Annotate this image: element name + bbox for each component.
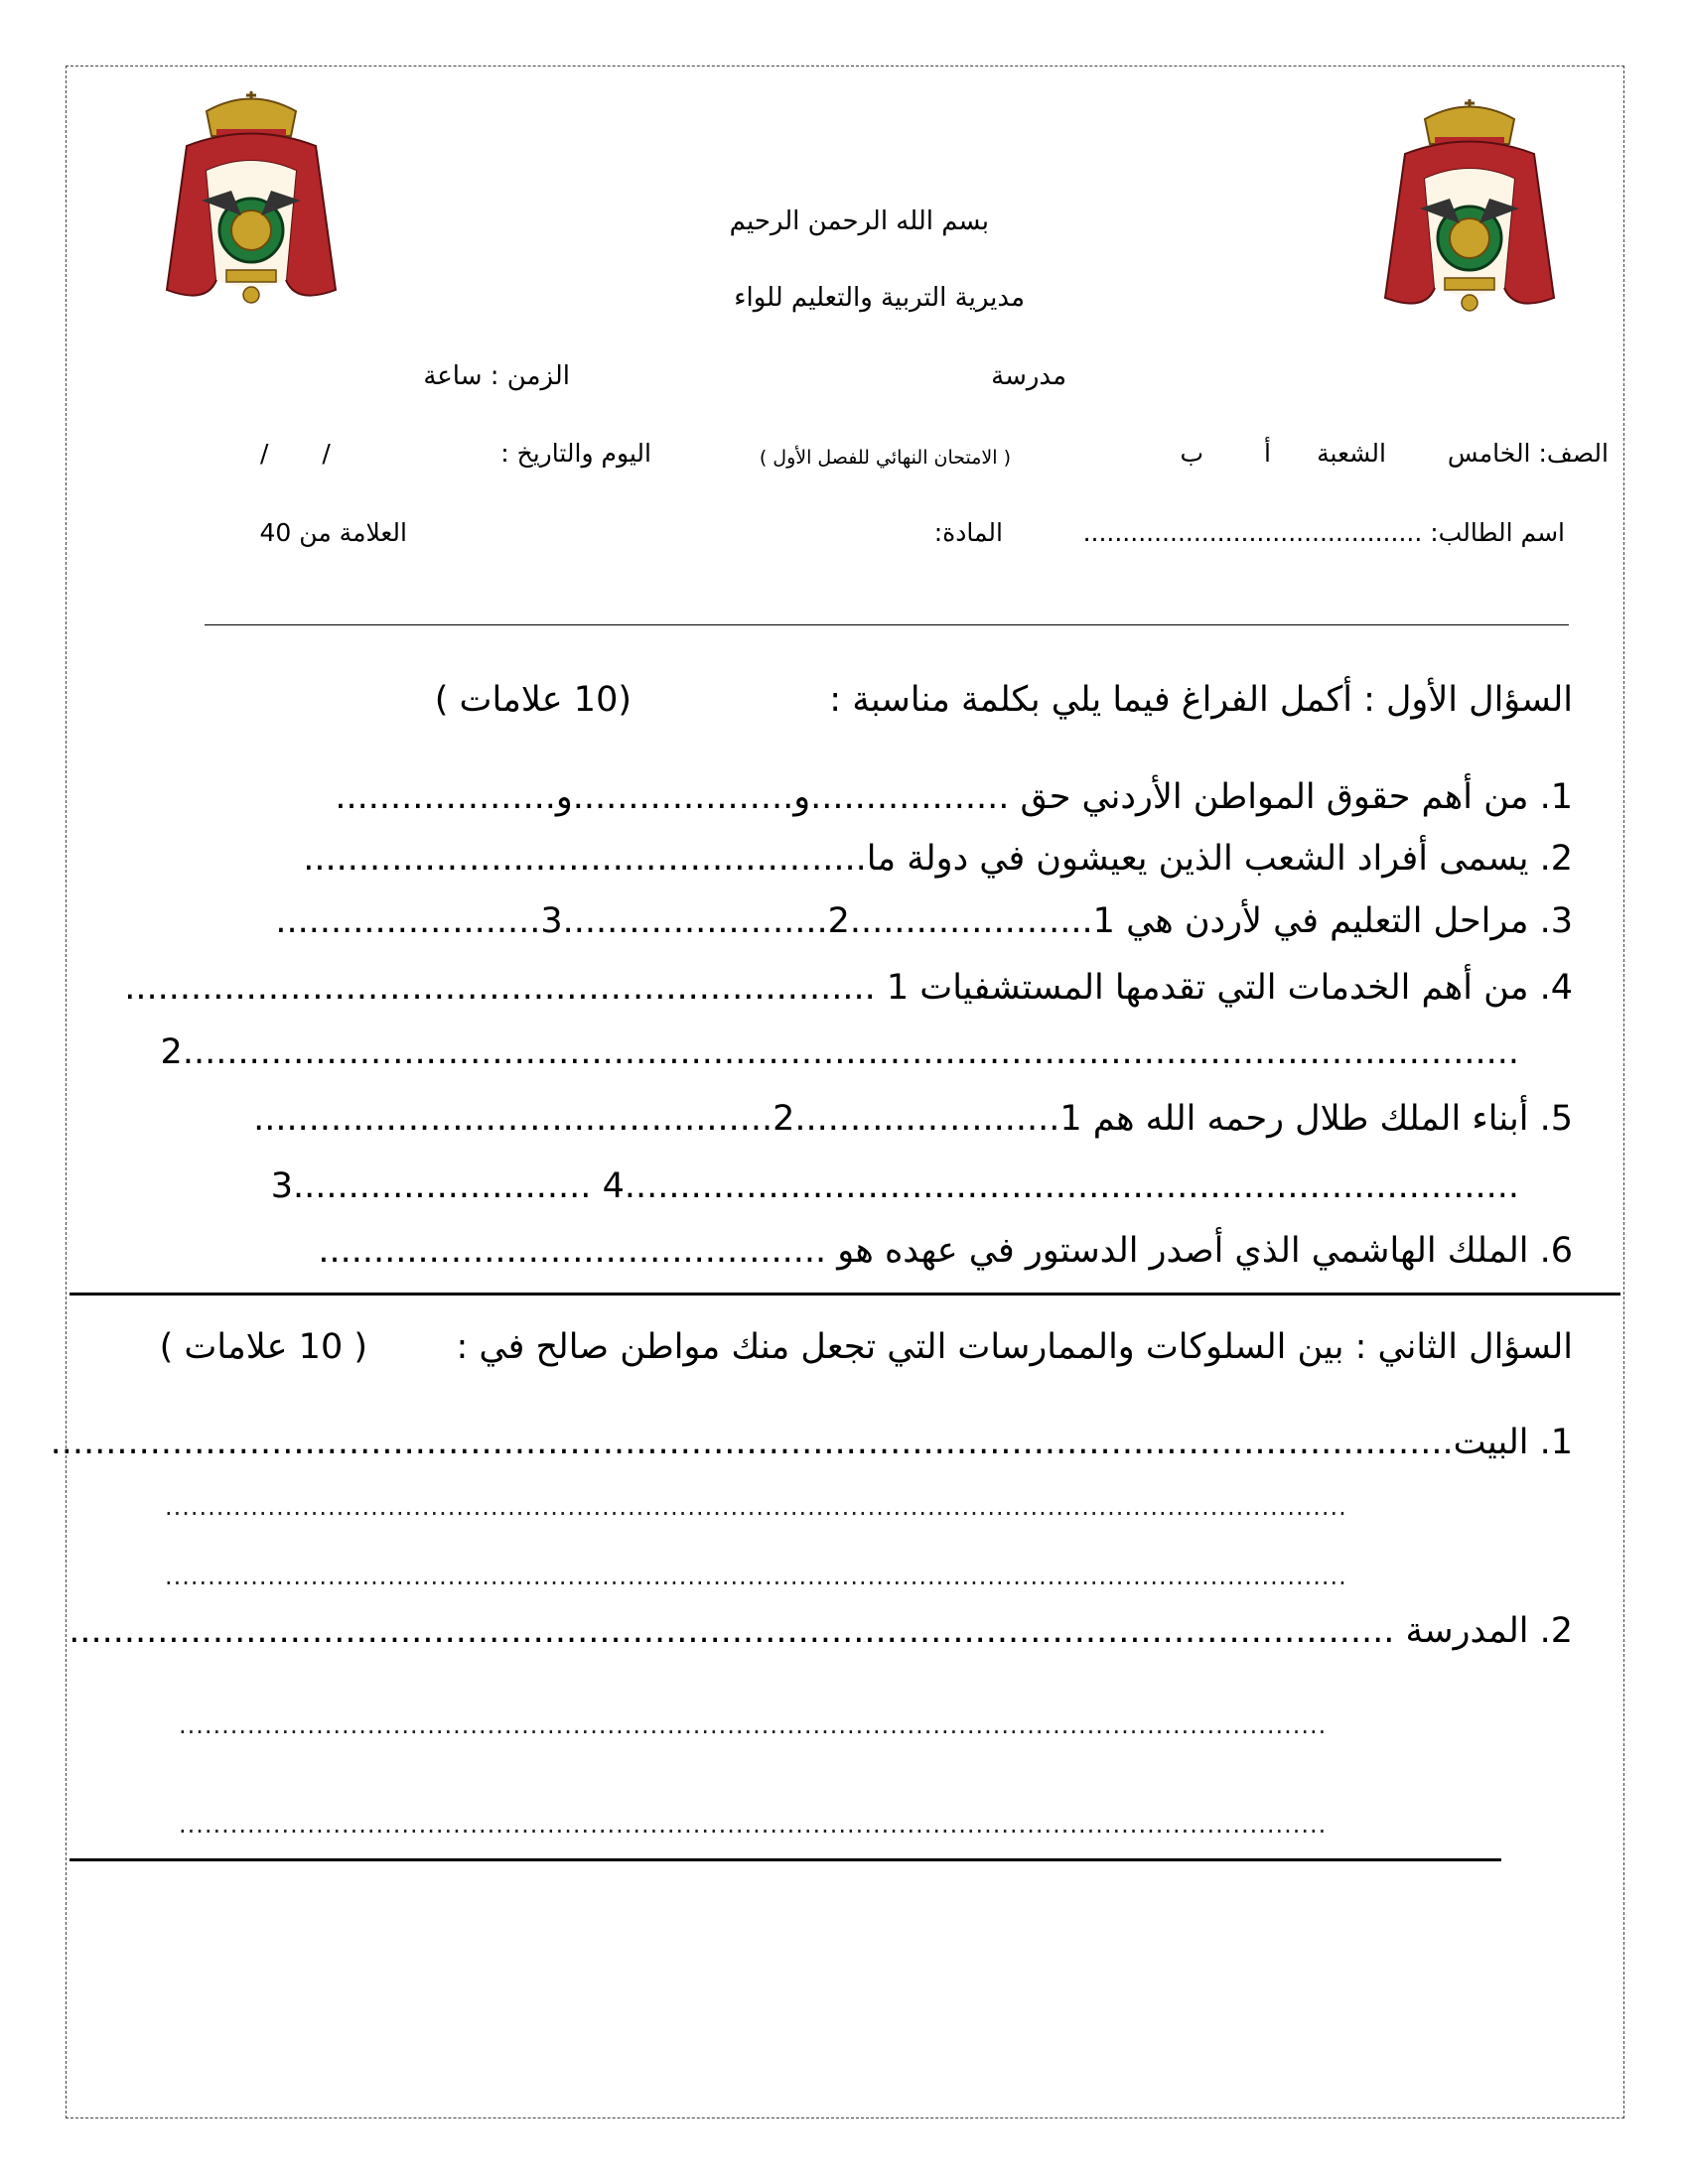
jordan-emblem-right-icon — [1365, 99, 1574, 328]
student-name-field[interactable]: اسم الطالب: ........................................... — [1082, 518, 1565, 547]
q2-home-answer-line-1[interactable]: .......................................................................................................................................... — [165, 1493, 1347, 1521]
q2-divider — [70, 1858, 1501, 1861]
q1-divider — [70, 1293, 1620, 1296]
section-b: ب — [1180, 439, 1203, 468]
total-mark: العلامة من 40 — [259, 518, 407, 547]
school-label: مدرسة — [991, 361, 1066, 391]
q2-school-answer-line-2[interactable]: ...................................................................................................................................... — [179, 1811, 1328, 1839]
directorate-title: مديرية التربية والتعليم للواء — [734, 283, 1025, 313]
q1-item-1[interactable]: 1. من أهم حقوق المواطن الأردني حق ..................و....................و.................... — [335, 777, 1573, 817]
section-label: الشعبة — [1317, 439, 1386, 468]
q2-item-school[interactable]: 2. المدرسة ........................................................................................................................ — [69, 1611, 1573, 1651]
q1-item-5[interactable]: 5. أبناء الملك طلال رحمه الله هم 1........................2............................................... — [253, 1099, 1573, 1139]
header-divider — [205, 624, 1569, 625]
q2-marks: ( 10 علامات ) — [159, 1327, 367, 1367]
q1-item-3[interactable]: 3. مراحل التعليم في لأردن هي 1......................2........................3........................ — [275, 901, 1573, 941]
subject-label: المادة: — [933, 518, 1003, 547]
date-label: اليوم والتاريخ : — [500, 439, 651, 468]
q1-marks: (10 علامات ) — [434, 680, 632, 720]
basmala: بسم الله الرحمن الرحيم — [729, 206, 989, 236]
section-a: أ — [1264, 439, 1271, 468]
q1-item-6[interactable]: 6. الملك الهاشمي الذي أصدر الدستور في عهده هو .............................................. — [318, 1231, 1573, 1271]
q1-item-4[interactable]: 4. من أهم الخدمات التي تقدمها المستشفيات 1 .................................................................... — [124, 968, 1573, 1008]
jordan-emblem-left-icon — [147, 91, 355, 320]
q1-title: السؤال الأول : أكمل الفراغ فيما يلي بكلمة مناسبة : — [829, 680, 1573, 720]
q2-home-answer-line-2[interactable]: .......................................................................................................................................... — [165, 1563, 1347, 1590]
q1-item-2[interactable]: 2. يسمى أفراد الشعب الذين يعيشون في دولة ما................................................... — [303, 839, 1573, 879]
q2-item-home[interactable]: 1. البيت............................................................................................................................... — [50, 1423, 1573, 1462]
exam-name: ( الامتحان النهائي للفصل الأول ) — [759, 447, 1011, 469]
date-slashes: / / — [260, 439, 331, 468]
q2-title: السؤال الثاني : بين السلوكات والممارسات التي تجعل منك مواطن صالح في : — [456, 1327, 1573, 1367]
exam-time: الزمن : ساعة — [423, 361, 570, 391]
q1-item-5-line-2[interactable]: 3........................... 4................................................................................. — [270, 1166, 1519, 1206]
q1-item-4-line-2[interactable]: 2......................................................................................................................... — [160, 1032, 1519, 1072]
grade-label: الصف: الخامس — [1447, 439, 1609, 468]
q2-school-answer-line-1[interactable]: ...................................................................................................................................... — [179, 1711, 1328, 1739]
